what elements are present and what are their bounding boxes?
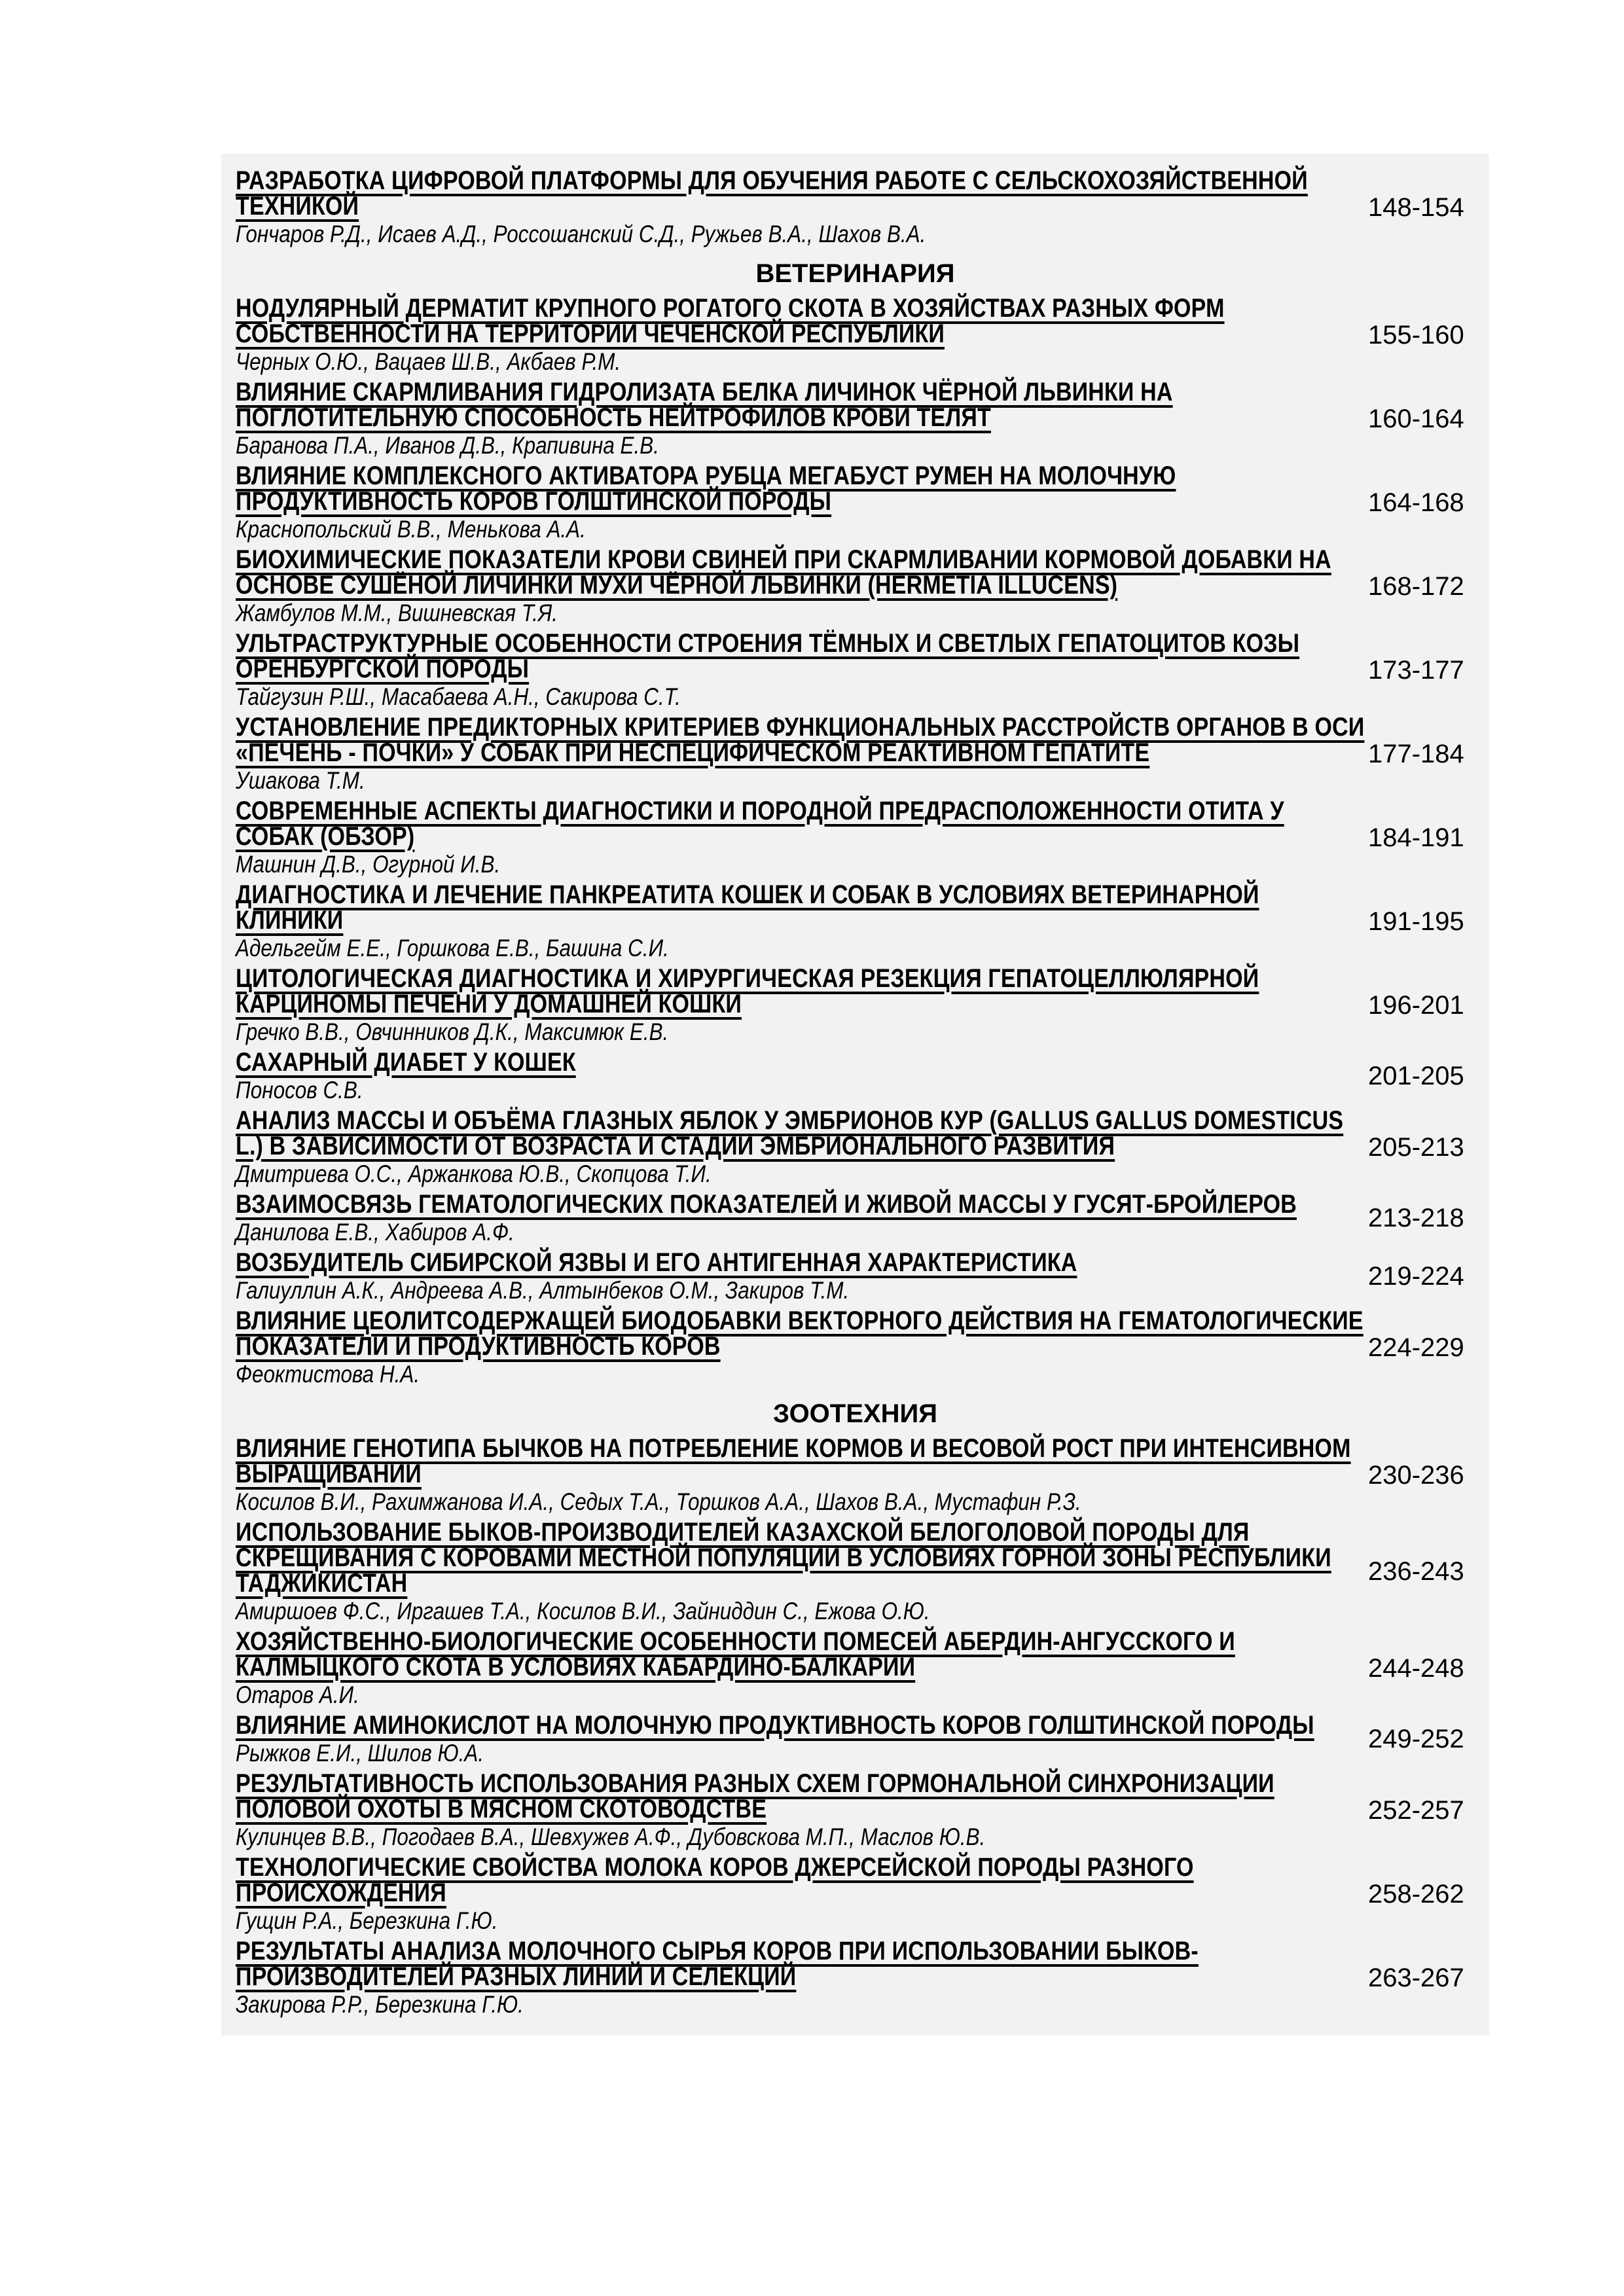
page-range: 224-229 <box>1368 1333 1464 1362</box>
article-title: РАЗРАБОТКА ЦИФРОВОЙ ПЛАТФОРМЫ ДЛЯ ОБУЧЕНИЯ РАБОТЕ С СЕЛЬСКОХОЗЯЙСТВЕННОЙ ТЕХНИКОЙ <box>236 166 1308 221</box>
article-title: ЦИТОЛОГИЧЕСКАЯ ДИАГНОСТИКА И ХИРУРГИЧЕСКАЯ РЕЗЕКЦИЯ ГЕПАТОЦЕЛЛЮЛЯРНОЙ КАРЦИНОМЫ ПЕЧЕНИ У ДОМАШНЕЙ КОШКИ <box>236 964 1259 1018</box>
article-title: РЕЗУЛЬТАТИВНОСТЬ ИСПОЛЬЗОВАНИЯ РАЗНЫХ СХЕМ ГОРМОНАЛЬНОЙ СИНХРОНИЗАЦИИ ПОЛОВОЙ ОХОТЫ В МЯСНОМ СКОТОВОДСТВЕ <box>236 1769 1274 1823</box>
toc-entry-main <box>236 715 1368 793</box>
toc-entry <box>221 547 1489 626</box>
article-title: ВЛИЯНИЕ ЦЕОЛИТСОДЕРЖАЩЕЙ БИОДОБАВКИ ВЕКТОРНОГО ДЕЙСТВИЯ НА ГЕМАТОЛОГИЧЕСКИЕ ПОКАЗАТЕЛИ И ПРОДУКТИВНОСТЬ КОРОВ <box>236 1306 1363 1361</box>
article-authors: Машнин Д.В., Огурной И.В. <box>236 851 501 878</box>
article-authors: Амиршоев Ф.С., Иргашев Т.А., Косилов В.И., Зайниддин С., Ежова О.Ю. <box>236 1598 930 1624</box>
page-range: 213-218 <box>1368 1204 1464 1232</box>
toc-entry <box>221 1050 1489 1103</box>
toc-entry-main <box>236 1629 1368 1708</box>
article-title: ДИАГНОСТИКА И ЛЕЧЕНИЕ ПАНКРЕАТИТА КОШЕК И СОБАК В УСЛОВИЯХ ВЕТЕРИНАРНОЙ КЛИНИКИ <box>236 880 1259 935</box>
article-title: АНАЛИЗ МАССЫ И ОБЪЁМА ГЛАЗНЫХ ЯБЛОК У ЭМБРИОНОВ КУР (GALLUS GALLUS DOMESTICUS L.) В ЗАВИСИМОСТИ ОТ ВОЗРАСТА И СТАДИИ ЭМБРИОНАЛЬНОГО РАЗВИТИЯ <box>236 1106 1344 1160</box>
toc-entry-main <box>236 463 1368 542</box>
toc-entry-main <box>236 380 1368 458</box>
article-authors: Кулинцев В.В., Погодаев В.А., Шевхужев А.Ф., Дубовскова М.П., Маслов Ю.В. <box>236 1823 986 1850</box>
toc-entry <box>221 631 1489 709</box>
page-range: 160-164 <box>1368 404 1464 433</box>
toc-entry <box>221 1771 1489 1850</box>
toc-entry <box>221 1939 1489 2017</box>
article-title: ВЗАИМОСВЯЗЬ ГЕМАТОЛОГИЧЕСКИХ ПОКАЗАТЕЛЕЙ И ЖИВОЙ МАССЫ У ГУСЯТ-БРОЙЛЕРОВ <box>236 1190 1297 1219</box>
article-title: ТЕХНОЛОГИЧЕСКИЕ СВОЙСТВА МОЛОКА КОРОВ ДЖЕРСЕЙСКОЙ ПОРОДЫ РАЗНОГО ПРОИСХОЖДЕНИЯ <box>236 1853 1194 1907</box>
article-title: СОВРЕМЕННЫЕ АСПЕКТЫ ДИАГНОСТИКИ И ПОРОДНОЙ ПРЕДРАСПОЛОЖЕННОСТИ ОТИТА У СОБАК (ОБЗОР) <box>236 797 1284 851</box>
article-authors: Жамбулов М.М., Вишневская Т.Я. <box>236 600 558 626</box>
toc-entry <box>221 1713 1489 1766</box>
article-authors: Баранова П.А., Иванов Д.В., Крапивина Е.В. <box>236 432 659 459</box>
toc-entry-main <box>236 1855 1368 1933</box>
toc-entry <box>221 1855 1489 1933</box>
page-range: 184-191 <box>1368 823 1464 852</box>
toc-entry <box>221 1250 1489 1303</box>
page-range: 168-172 <box>1368 571 1464 601</box>
toc-entry <box>221 1520 1489 1624</box>
article-authors: Отаров А.И. <box>236 1681 359 1708</box>
page-range: 148-154 <box>1368 192 1464 222</box>
toc-entry-main <box>236 798 1368 877</box>
toc-entry <box>221 1108 1489 1187</box>
toc-entry-main <box>236 631 1368 709</box>
article-title: САХАРНЫЙ ДИАБЕТ У КОШЕК <box>236 1048 576 1077</box>
article-authors: Рыжков Е.И., Шилов Ю.А. <box>236 1740 484 1767</box>
article-authors: Галиуллин А.К., Андреева А.В., Алтынбеков О.М., Закиров Т.М. <box>236 1277 850 1304</box>
toc-entry-main <box>236 966 1368 1045</box>
article-title: ВЛИЯНИЕ АМИНОКИСЛОТ НА МОЛОЧНУЮ ПРОДУКТИВНОСТЬ КОРОВ ГОЛШТИНСКОЙ ПОРОДЫ <box>236 1711 1314 1740</box>
page-range: 263-267 <box>1368 1963 1464 1992</box>
article-title: ВЛИЯНИЕ СКАРМЛИВАНИЯ ГИДРОЛИЗАТА БЕЛКА ЛИЧИНОК ЧЁРНОЙ ЛЬВИНКИ НА ПОГЛОТИТЕЛЬНУЮ СПОСОБНОСТЬ НЕЙТРОФИЛОВ КРОВИ ТЕЛЯТ <box>236 378 1173 432</box>
toc-entry-main <box>236 882 1368 961</box>
page-range: 205-213 <box>1368 1132 1464 1162</box>
toc-entry-main <box>236 1250 1368 1303</box>
article-title: ВОЗБУДИТЕЛЬ СИБИРСКОЙ ЯЗВЫ И ЕГО АНТИГЕННАЯ ХАРАКТЕРИСТИКА <box>236 1248 1077 1277</box>
toc-entry-main <box>236 1436 1368 1515</box>
section-heading: ВЕТЕРИНАРИЯ <box>755 259 955 288</box>
article-title: БИОХИМИЧЕСКИЕ ПОКАЗАТЕЛИ КРОВИ СВИНЕЙ ПРИ СКАРМЛИВАНИИ КОРМОВОЙ ДОБАВКИ НА ОСНОВЕ СУШЁНОЙ ЛИЧИНКИ МУХИ ЧЁРНОЙ ЛЬВИНКИ (HERMETIA ILLUCENS) <box>236 545 1331 600</box>
toc-entry-main <box>236 1108 1368 1187</box>
page-range: 258-262 <box>1368 1879 1464 1909</box>
article-title: ВЛИЯНИЕ ГЕНОТИПА БЫЧКОВ НА ПОТРЕБЛЕНИЕ КОРМОВ И ВЕСОВОЙ РОСТ ПРИ ИНТЕНСИВНОМ ВЫРАЩИВАНИИ <box>236 1434 1351 1488</box>
article-authors: Дмитриева О.С., Аржанкова Ю.В., Скопцова Т.И. <box>236 1160 712 1187</box>
article-authors: Гречко В.В., Овчинников Д.К., Максимюк Е.В. <box>236 1018 669 1045</box>
toc-entry <box>221 1436 1489 1515</box>
page-range: 244-248 <box>1368 1653 1464 1683</box>
toc-entry <box>221 798 1489 877</box>
page-range: 230-236 <box>1368 1460 1464 1490</box>
article-title: ХОЗЯЙСТВЕННО-БИОЛОГИЧЕСКИЕ ОСОБЕННОСТИ ПОМЕСЕЙ АБЕРДИН-АНГУССКОГО И КАЛМЫЦКОГО СКОТА В УСЛОВИЯХ КАБАРДИНО-БАЛКАРИИ <box>236 1627 1235 1681</box>
toc-entry-main <box>236 1192 1368 1245</box>
article-authors: Краснопольский В.В., Менькова А.А. <box>236 516 586 543</box>
article-authors: Феоктистова Н.А. <box>236 1361 420 1388</box>
article-authors: Черных О.Ю., Вацаев Ш.В., Акбаев Р.М. <box>236 348 621 375</box>
article-authors: Косилов В.И., Рахимжанова И.А., Седых Т.А., Торшков А.А., Шахов В.А., Мустафин Р.З. <box>236 1488 1081 1515</box>
page-range: 236-243 <box>1368 1557 1464 1586</box>
page-range: 177-184 <box>1368 739 1464 768</box>
page-range: 252-257 <box>1368 1795 1464 1825</box>
toc-entry-main <box>236 168 1368 247</box>
article-authors: Ушакова Т.М. <box>236 767 365 794</box>
toc-entry <box>221 296 1489 374</box>
article-authors: Данилова Е.В., Хабиров А.Ф. <box>236 1219 514 1246</box>
toc-entry-main <box>236 296 1368 374</box>
page-range: 201-205 <box>1368 1062 1464 1090</box>
toc-entry <box>221 1629 1489 1708</box>
article-title: НОДУЛЯРНЫЙ ДЕРМАТИТ КРУПНОГО РОГАТОГО СКОТА В ХОЗЯЙСТВАХ РАЗНЫХ ФОРМ СОБСТВЕННОСТИ НА ТЕРРИТОРИИ ЧЕЧЕНСКОЙ РЕСПУБЛИКИ <box>236 294 1225 348</box>
article-title: УЛЬТРАСТРУКТУРНЫЕ ОСОБЕННОСТИ СТРОЕНИЯ ТЁМНЫХ И СВЕТЛЫХ ГЕПАТОЦИТОВ КОЗЫ ОРЕНБУРГСКОЙ ПОРОДЫ <box>236 629 1300 683</box>
page-range: 173-177 <box>1368 655 1464 685</box>
toc-entry <box>221 168 1489 247</box>
page-range: 155-160 <box>1368 320 1464 350</box>
article-authors: Гончаров Р.Д., Исаев А.Д., Россошанский С.Д., Ружьев В.А., Шахов В.А. <box>236 221 926 247</box>
article-title: ВЛИЯНИЕ КОМПЛЕКСНОГО АКТИВАТОРА РУБЦА МЕГАБУСТ РУМЕН НА МОЛОЧНУЮ ПРОДУКТИВНОСТЬ КОРОВ ГОЛШТИНСКОЙ ПОРОДЫ <box>236 461 1176 516</box>
article-title: РЕЗУЛЬТАТЫ АНАЛИЗА МОЛОЧНОГО СЫРЬЯ КОРОВ ПРИ ИСПОЛЬЗОВАНИИ БЫКОВ-ПРОИЗВОДИТЕЛЕЙ РАЗНЫХ ЛИНИЙ И СЕЛЕКЦИЙ <box>236 1937 1199 1991</box>
toc-entry <box>221 463 1489 542</box>
article-title: УСТАНОВЛЕНИЕ ПРЕДИКТОРНЫХ КРИТЕРИЕВ ФУНКЦИОНАЛЬНЫХ РАССТРОЙСТВ ОРГАНОВ В ОСИ «ПЕЧЕНЬ - ПОЧКИ» У СОБАК ПРИ НЕСПЕЦИФИЧЕСКОМ РЕАКТИВНОМ ГЕПАТИТЕ <box>236 713 1365 767</box>
section-heading: ЗООТЕХНИЯ <box>773 1399 937 1428</box>
toc-entry-main <box>236 1308 1368 1387</box>
page-range: 219-224 <box>1368 1262 1464 1291</box>
page-range: 196-201 <box>1368 990 1464 1020</box>
toc-entry <box>221 380 1489 458</box>
article-authors: Адельгейм Е.Е., Горшкова Е.В., Башина С.И. <box>236 935 669 961</box>
toc-entry <box>221 1308 1489 1387</box>
toc-entry-main <box>236 1520 1368 1624</box>
toc-entry-main <box>236 1050 1368 1103</box>
article-authors: Поносов С.В. <box>236 1077 363 1103</box>
article-authors: Закирова Р.Р., Березкина Г.Ю. <box>236 1991 524 2018</box>
toc-entry <box>221 1192 1489 1245</box>
toc-entry-main <box>236 1771 1368 1850</box>
article-authors: Гущин Р.А., Березкина Г.Ю. <box>236 1907 498 1934</box>
article-title: ИСПОЛЬЗОВАНИЕ БЫКОВ-ПРОИЗВОДИТЕЛЕЙ КАЗАХСКОЙ БЕЛОГОЛОВОЙ ПОРОДЫ ДЛЯ СКРЕЩИВАНИЯ С КОРОВАМИ МЕСТНОЙ ПОПУЛЯЦИИ В УСЛОВИЯХ ГОРНОЙ ЗОНЫ РЕСПУБЛИКИ ТАДЖИКИСТАН <box>236 1518 1331 1598</box>
page-range: 249-252 <box>1368 1725 1464 1753</box>
toc-entry-main <box>236 1939 1368 2017</box>
page-range: 164-168 <box>1368 488 1464 517</box>
toc-panel <box>221 154 1489 2036</box>
page-range: 191-195 <box>1368 906 1464 936</box>
toc-entry <box>221 966 1489 1045</box>
article-authors: Тайгузин Р.Ш., Масабаева А.Н., Сакирова С.Т. <box>236 683 681 710</box>
toc-entry <box>221 882 1489 961</box>
toc-entry-main <box>236 547 1368 626</box>
toc-entry <box>221 715 1489 793</box>
toc-entry-main <box>236 1713 1368 1766</box>
